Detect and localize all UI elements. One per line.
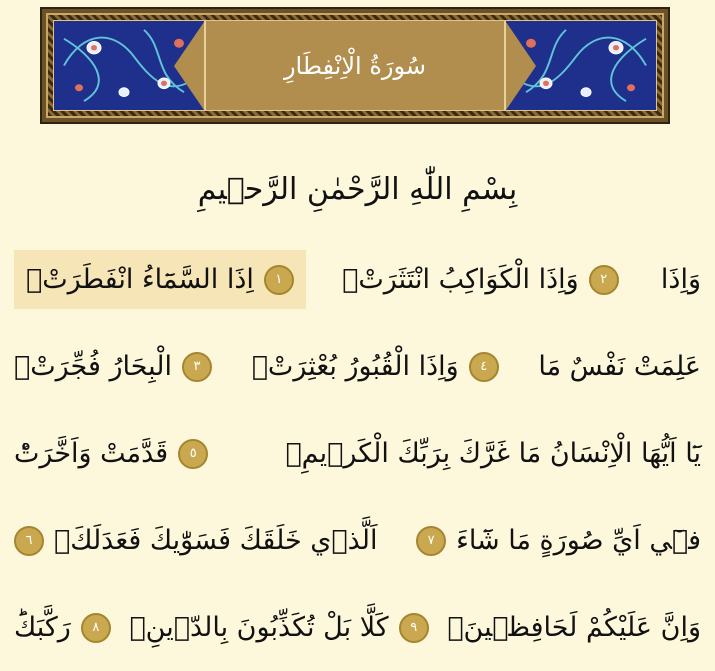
- banner-field: [53, 20, 657, 111]
- banner-border: [46, 13, 664, 118]
- title-plate: [204, 21, 506, 110]
- ayah-number-marker: ٨: [81, 613, 111, 643]
- ayah-number-marker: ٦: [14, 526, 44, 556]
- verse-text-segment: ف۪ٓي اَيِّ صُورَةٍ مَا شَٓاءَ: [456, 525, 701, 556]
- verse-text-segment: كَلَّا بَلْ تُكَذِّبُونَ بِالدّ۪ينِۙ: [129, 612, 389, 643]
- verse-line: [14, 497, 701, 584]
- verse-text: [14, 236, 701, 671]
- verse-text-segment: وَاِذَا الْقُبُورُ بُعْثِرَتْۙ: [251, 351, 459, 382]
- verse-segment[interactable]: [661, 264, 701, 295]
- ayah-number-marker: ٤: [469, 352, 499, 382]
- verse-text-segment: الْبِحَارُ فُجِّرَتْۙ: [14, 351, 173, 382]
- verse-segment[interactable]: [129, 612, 428, 643]
- verse-line: [14, 323, 701, 410]
- verse-segment[interactable]: [14, 438, 208, 469]
- verse-text-segment: وَاِذَا: [660, 264, 701, 295]
- verse-segment[interactable]: [252, 351, 499, 382]
- verse-text-segment: اِذَا السَّمَٓاءُ انْفَطَرَتْۙ: [26, 264, 254, 295]
- verse-text-segment: قَدَّمَتْ وَاَخَّرَتْؕ: [14, 438, 169, 469]
- basmala: بِسْمِ اللّٰهِ الرَّحْمٰنِ الرَّح۪يمِ: [197, 172, 518, 207]
- verse-segment[interactable]: [416, 525, 701, 556]
- verse-text-segment: يَٓا اَيُّهَا الْاِنْسَانُ مَا غَرَّكَ بِرَبِّكَ الْكَر۪يمِۙ: [285, 438, 701, 469]
- verse-segment[interactable]: [14, 612, 111, 643]
- verse-segment-highlighted[interactable]: [14, 250, 306, 309]
- surah-header-banner: [40, 7, 670, 124]
- ayah-number-marker: ٢: [589, 265, 619, 295]
- ayah-number-marker: ٥: [178, 439, 208, 469]
- verse-segment[interactable]: [538, 351, 701, 382]
- ayah-number-marker: ١: [264, 265, 294, 295]
- verse-segment[interactable]: [285, 438, 701, 469]
- surah-title: سُورَةُ الْاِنْفِطَارِ: [283, 51, 427, 80]
- verse-text-segment: اَلَّذ۪ي خَلَقَكَ فَسَوّٰيكَ فَعَدَلَكَۙ: [54, 525, 378, 556]
- verse-segment[interactable]: [447, 612, 701, 643]
- verse-segment[interactable]: [14, 525, 378, 556]
- verse-text-segment: وَاِنَّ عَلَيْكُمْ لَحَافِظ۪ينَۙ: [447, 612, 701, 643]
- verse-text-segment: رَكَّبَكَؕ: [14, 612, 71, 643]
- verse-line: [14, 236, 701, 323]
- verse-line: [14, 584, 701, 671]
- ayah-number-marker: ٣: [182, 352, 212, 382]
- ayah-number-marker: ٧: [416, 526, 446, 556]
- verse-line: [14, 410, 701, 497]
- verse-text-segment: وَاِذَا الْكَوَاكِبُ انْتَثَرَتْۙ: [342, 264, 579, 295]
- ayah-number-marker: ٩: [399, 613, 429, 643]
- verse-text-segment: عَلِمَتْ نَفْسٌ مَا: [538, 351, 701, 382]
- verse-segment[interactable]: [342, 264, 619, 295]
- verse-segment[interactable]: [14, 351, 212, 382]
